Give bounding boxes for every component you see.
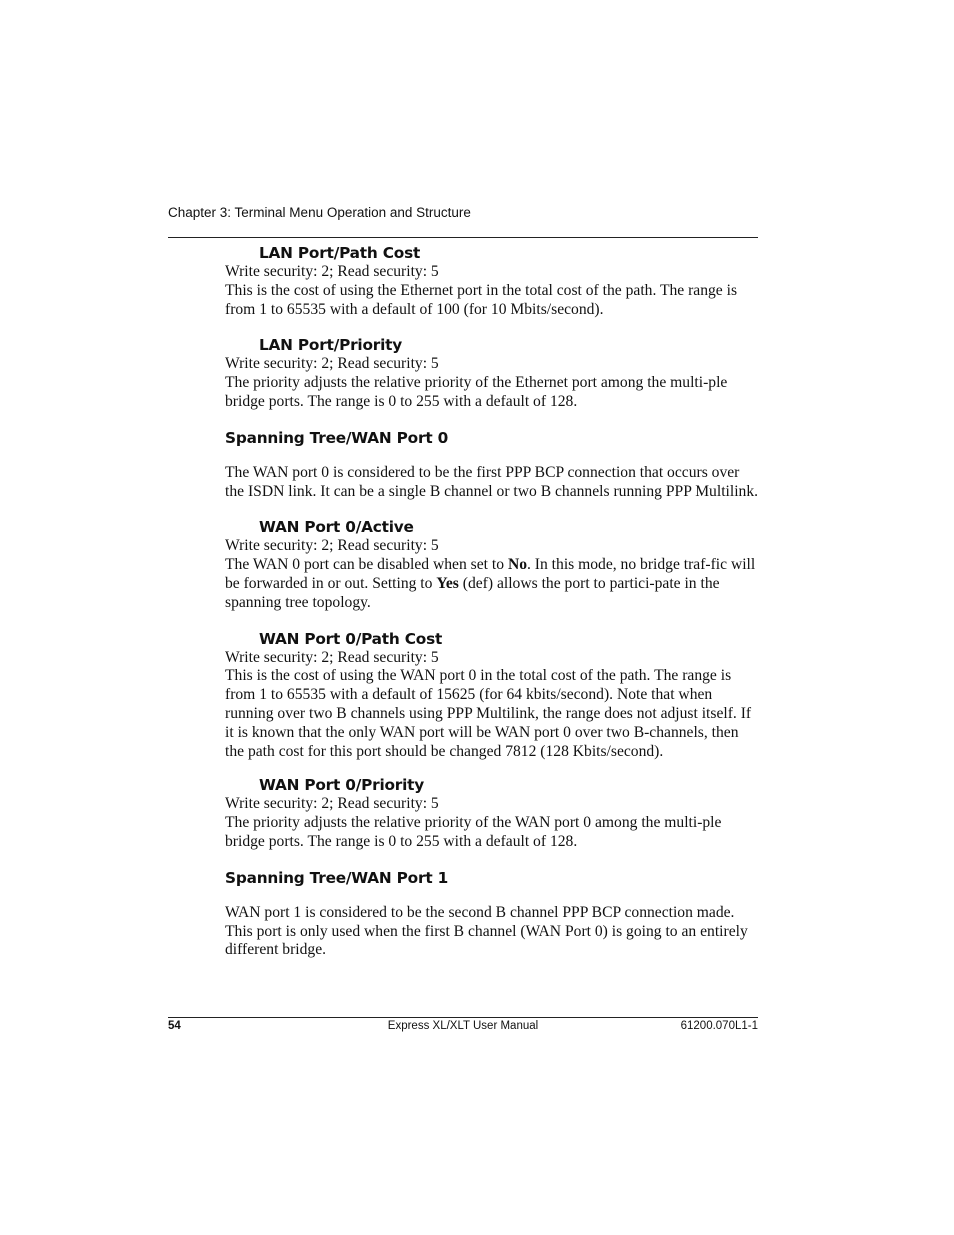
heading-lan-path-cost: LAN Port/Path Cost	[259, 244, 421, 262]
heading-wan0-priority: WAN Port 0/Priority	[259, 776, 425, 795]
footer-rule	[168, 1017, 758, 1018]
header-rule	[168, 237, 758, 238]
running-head: Chapter 3: Terminal Menu Operation and Structure	[168, 205, 471, 220]
heading-wan0-active: WAN Port 0/Active	[259, 518, 414, 537]
page-content	[225, 244, 760, 960]
security-wan0-priority: Write security: 2; Read security: 5	[225, 795, 439, 813]
body-spanning-tree-wan-0: The WAN port 0 is considered to be the first PPP BCP connection that occurs over the ISDN link. It can be a single B channel or two B channels running PPP Multilink.	[225, 463, 759, 500]
body-lan-path-cost: This is the cost of using the Ethernet port in the total cost of the path. The range is from 1 to 65535 with a default of 100 (for 10 Mbits/second).	[225, 281, 738, 318]
security-wan0-path-cost: Write security: 2; Read security: 5	[225, 648, 439, 666]
heading-lan-priority: LAN Port/Priority	[259, 336, 403, 355]
heading-spanning-tree-wan-0: Spanning Tree/WAN Port 0	[225, 428, 449, 447]
security-wan0-active: Write security: 2; Read security: 5	[225, 537, 439, 555]
body-lan-priority: The priority adjusts the relative priority of the Ethernet port among the multi-ple bridge ports. The range is 0 to 255 with a default of 128.	[225, 374, 728, 410]
body-spanning-tree-wan-1: WAN port 1 is considered to be the second B channel PPP BCP connection made. This port is only used when the first B channel (WAN Port 0) is going to an entirely different bridge.	[225, 903, 748, 959]
body-wan0-priority: The priority adjusts the relative priority of the WAN port 0 among the multi-ple bridge ports. The range is 0 to 255 with a default of 128.	[225, 814, 722, 850]
body-wan0-active-part-1: The WAN 0 port can be disabled when set to	[225, 556, 508, 574]
body-wan0-active-part-2: . In this mode, no bridge traf-fic will be forwarded in or out. Setting to	[225, 556, 756, 592]
document-code: 61200.070L1-1	[680, 1020, 758, 1032]
value-no: No	[507, 556, 527, 574]
security-lan-path-cost: Write security: 2; Read security: 5	[225, 263, 439, 280]
body-wan0-path-cost: This is the cost of using the WAN port 0 in the total cost of the path. The range is from 1 to 65535 with a default of 15625 (for 64 kbits/second). Note that when running over two B channels using PPP Multilink, the range does not adjust itself. If it is known that the only WAN port will be WAN port 0 over two B-channels, then the path cost for this port should be changed 7812 (128 Kbits/second).	[225, 667, 752, 760]
manual-title: Express XL/XLT User Manual	[387, 1020, 539, 1032]
page-footer	[168, 1020, 758, 1038]
security-lan-priority: Write security: 2; Read security: 5	[225, 355, 439, 373]
heading-wan0-path-cost: WAN Port 0/Path Cost	[259, 629, 443, 648]
body-wan0-active	[225, 556, 760, 612]
body-wan0-active-part-3: (def) allows the port to partici-pate in the spanning tree topology.	[225, 574, 720, 611]
heading-spanning-tree-wan-1: Spanning Tree/WAN Port 1	[225, 868, 449, 887]
page-number: 54	[168, 1020, 181, 1032]
value-yes: Yes	[436, 574, 459, 592]
